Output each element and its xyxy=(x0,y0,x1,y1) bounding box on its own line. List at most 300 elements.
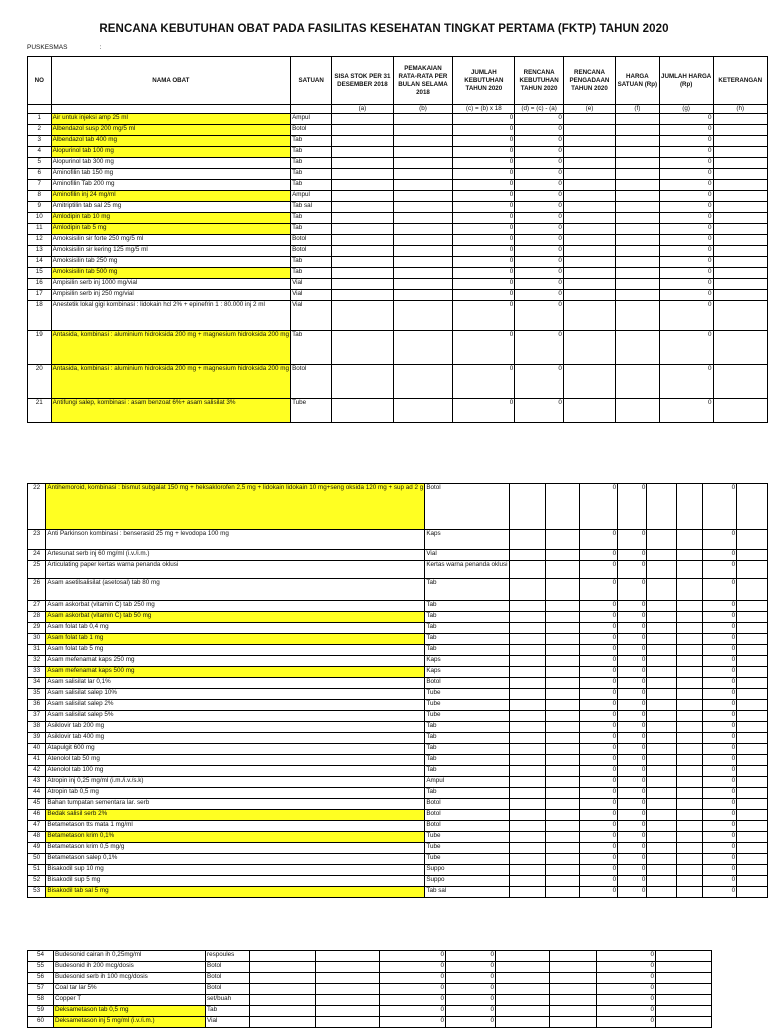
row-unit: Tab xyxy=(291,169,332,180)
row-price xyxy=(616,246,660,257)
row-procurement xyxy=(563,290,615,301)
row-procurement xyxy=(647,623,677,634)
row-total: 0 xyxy=(703,689,737,700)
row-price xyxy=(677,667,703,678)
row-stock xyxy=(332,169,393,180)
row-price xyxy=(677,550,703,561)
row-name: Betametason tts mata 1 mg/ml xyxy=(46,821,425,832)
row-plan: 0 xyxy=(515,301,564,331)
row-procurement xyxy=(563,213,615,224)
table-row xyxy=(28,689,768,700)
row-price xyxy=(550,1017,597,1028)
row-stock xyxy=(509,484,545,530)
row-stock xyxy=(509,612,545,623)
row-usage xyxy=(393,169,453,180)
row-need: 0 xyxy=(380,984,446,995)
row-procurement xyxy=(647,561,677,579)
row-need: 0 xyxy=(580,700,618,711)
row-stock xyxy=(332,224,393,235)
row-no: 17 xyxy=(28,290,52,301)
row-plan: 0 xyxy=(515,136,564,147)
row-price xyxy=(677,711,703,722)
row-total: 0 xyxy=(659,169,713,180)
row-stock xyxy=(332,399,393,423)
row-note xyxy=(713,331,767,365)
table-row xyxy=(28,136,768,147)
formula-name xyxy=(51,105,290,114)
row-note xyxy=(737,634,768,645)
row-price xyxy=(550,951,597,962)
row-no: 7 xyxy=(28,180,52,191)
table-row xyxy=(28,962,712,973)
row-unit: Tab xyxy=(291,136,332,147)
row-stock xyxy=(332,301,393,331)
table-row xyxy=(28,579,768,601)
row-need: 0 xyxy=(580,722,618,733)
row-total: 0 xyxy=(659,147,713,158)
row-name: Betametason salep 0,1% xyxy=(46,854,425,865)
row-plan: 0 xyxy=(618,843,647,854)
row-stock xyxy=(509,645,545,656)
row-unit: Botol xyxy=(425,810,509,821)
row-no: 43 xyxy=(28,777,46,788)
table-row xyxy=(28,158,768,169)
row-name: Asiklovir tab 400 mg xyxy=(46,733,425,744)
row-total: 0 xyxy=(659,279,713,290)
row-need: 0 xyxy=(580,634,618,645)
row-total: 0 xyxy=(659,224,713,235)
row-procurement xyxy=(647,865,677,876)
row-no: 10 xyxy=(28,213,52,224)
row-usage xyxy=(393,191,453,202)
row-plan: 0 xyxy=(446,951,496,962)
row-procurement xyxy=(647,843,677,854)
row-plan: 0 xyxy=(446,1017,496,1028)
row-plan: 0 xyxy=(515,331,564,365)
row-usage xyxy=(545,530,580,550)
row-need: 0 xyxy=(453,114,515,125)
row-stock xyxy=(509,799,545,810)
table-row xyxy=(28,821,768,832)
row-stock xyxy=(509,832,545,843)
row-need: 0 xyxy=(580,612,618,623)
row-price xyxy=(677,865,703,876)
row-total: 0 xyxy=(659,246,713,257)
row-price xyxy=(616,147,660,158)
row-name: Deksametason tab 0,5 mg xyxy=(54,1006,206,1017)
row-note xyxy=(737,601,768,612)
row-stock xyxy=(509,788,545,799)
row-plan: 0 xyxy=(618,700,647,711)
table-row xyxy=(28,755,768,766)
row-need: 0 xyxy=(580,887,618,898)
row-no: 19 xyxy=(28,331,52,365)
row-need: 0 xyxy=(453,279,515,290)
row-no: 24 xyxy=(28,550,46,561)
row-price xyxy=(677,733,703,744)
row-need: 0 xyxy=(580,623,618,634)
row-unit: Tab xyxy=(425,744,509,755)
row-no: 9 xyxy=(28,202,52,213)
row-note xyxy=(713,365,767,399)
row-unit: Ampul xyxy=(291,114,332,125)
header-note: KETERANGAN xyxy=(713,57,767,105)
row-usage xyxy=(393,301,453,331)
row-price xyxy=(677,887,703,898)
row-name: Bisakodil sup 10 mg xyxy=(46,865,425,876)
row-procurement xyxy=(647,722,677,733)
row-total: 0 xyxy=(659,191,713,202)
medicine-table-section-1 xyxy=(27,56,768,423)
row-name: Amitriptilin tab sal 25 mg xyxy=(51,202,290,213)
table-row xyxy=(28,331,768,365)
row-usage xyxy=(393,257,453,268)
row-price xyxy=(677,656,703,667)
row-usage xyxy=(393,246,453,257)
row-note xyxy=(737,656,768,667)
row-plan: 0 xyxy=(618,561,647,579)
row-plan: 0 xyxy=(618,733,647,744)
row-total: 0 xyxy=(703,711,737,722)
row-need: 0 xyxy=(380,951,446,962)
row-note xyxy=(737,700,768,711)
row-procurement xyxy=(647,832,677,843)
row-total: 0 xyxy=(703,722,737,733)
row-usage xyxy=(545,722,580,733)
table-row xyxy=(28,995,712,1006)
puskesmas-colon: : xyxy=(99,44,102,51)
row-usage xyxy=(316,973,380,984)
row-no: 38 xyxy=(28,722,46,733)
row-note xyxy=(713,399,767,423)
row-name: Alopurinol tab 100 mg xyxy=(51,147,290,158)
row-name: Asam folat tab 1 mg xyxy=(46,634,425,645)
row-procurement xyxy=(647,579,677,601)
row-no: 2 xyxy=(28,125,52,136)
row-plan: 0 xyxy=(618,876,647,887)
row-name: Asam salisilat lar 0,1% xyxy=(46,678,425,689)
row-total: 0 xyxy=(703,700,737,711)
row-note xyxy=(713,136,767,147)
row-usage xyxy=(545,561,580,579)
row-procurement xyxy=(563,191,615,202)
row-stock xyxy=(332,279,393,290)
row-unit: Tab xyxy=(425,634,509,645)
row-stock xyxy=(509,755,545,766)
row-need: 0 xyxy=(580,550,618,561)
row-stock xyxy=(509,667,545,678)
row-note xyxy=(737,530,768,550)
row-price xyxy=(550,984,597,995)
table-row xyxy=(28,854,768,865)
row-name: Ampisilin serb inj 250 mg/vial xyxy=(51,290,290,301)
table-row xyxy=(28,550,768,561)
header-need: JUMLAH KEBUTUHAN TAHUN 2020 xyxy=(453,57,515,105)
row-usage xyxy=(393,331,453,365)
table-row xyxy=(28,114,768,125)
row-name: Bisakodil tab sal 5 mg xyxy=(46,887,425,898)
row-no: 3 xyxy=(28,136,52,147)
row-note xyxy=(737,777,768,788)
row-name: Atenolol tab 100 mg xyxy=(46,766,425,777)
table-row xyxy=(28,191,768,202)
row-no: 42 xyxy=(28,766,46,777)
row-stock xyxy=(250,951,316,962)
row-no: 8 xyxy=(28,191,52,202)
row-usage xyxy=(545,766,580,777)
row-plan: 0 xyxy=(515,191,564,202)
row-no: 37 xyxy=(28,711,46,722)
row-name: Aminofilin Tab 200 mg xyxy=(51,180,290,191)
row-plan: 0 xyxy=(618,755,647,766)
row-no: 59 xyxy=(28,1006,54,1017)
row-usage xyxy=(545,810,580,821)
row-stock xyxy=(509,887,545,898)
row-note xyxy=(737,678,768,689)
row-unit: Tab xyxy=(206,1006,250,1017)
row-unit: Vial xyxy=(425,550,509,561)
row-total: 0 xyxy=(703,612,737,623)
row-plan: 0 xyxy=(515,213,564,224)
row-note xyxy=(737,744,768,755)
row-usage xyxy=(545,854,580,865)
row-need: 0 xyxy=(580,733,618,744)
row-need: 0 xyxy=(453,125,515,136)
row-no: 45 xyxy=(28,799,46,810)
row-total: 0 xyxy=(597,962,656,973)
row-name: Amlodipin tab 10 mg xyxy=(51,213,290,224)
row-total: 0 xyxy=(703,876,737,887)
row-no: 34 xyxy=(28,678,46,689)
row-name: Budesonid ih 200 mcg/dosis xyxy=(54,962,206,973)
row-procurement xyxy=(563,235,615,246)
row-note xyxy=(737,689,768,700)
row-name: Amoksisilin tab 500 mg xyxy=(51,268,290,279)
row-need: 0 xyxy=(580,832,618,843)
row-unit: Tab xyxy=(291,147,332,158)
row-stock xyxy=(509,733,545,744)
row-usage xyxy=(393,279,453,290)
row-total: 0 xyxy=(703,733,737,744)
row-unit: Tube xyxy=(425,711,509,722)
row-stock xyxy=(332,136,393,147)
row-usage xyxy=(393,125,453,136)
row-name: Antasida, kombinasi : aluminium hidroksida 200 mg + magnesium hidroksida 200 mg xyxy=(51,331,290,365)
row-unit: Tab xyxy=(425,601,509,612)
row-need: 0 xyxy=(453,147,515,158)
row-note xyxy=(737,667,768,678)
row-procurement xyxy=(563,202,615,213)
row-need: 0 xyxy=(453,191,515,202)
row-unit: Tab xyxy=(291,213,332,224)
row-usage xyxy=(545,579,580,601)
row-need: 0 xyxy=(580,766,618,777)
row-need: 0 xyxy=(453,301,515,331)
row-usage xyxy=(545,634,580,645)
row-total: 0 xyxy=(659,365,713,399)
row-unit: Kaps xyxy=(425,656,509,667)
row-need: 0 xyxy=(580,876,618,887)
row-need: 0 xyxy=(453,365,515,399)
row-usage xyxy=(545,667,580,678)
table-row xyxy=(28,711,768,722)
row-usage xyxy=(393,290,453,301)
row-note xyxy=(713,158,767,169)
row-stock xyxy=(509,865,545,876)
row-note xyxy=(737,645,768,656)
row-need: 0 xyxy=(580,484,618,530)
table-row xyxy=(28,766,768,777)
row-name: Amoksisilin sir kering 125 mg/5 ml xyxy=(51,246,290,257)
row-procurement xyxy=(563,158,615,169)
row-no: 52 xyxy=(28,876,46,887)
row-total: 0 xyxy=(703,887,737,898)
row-plan: 0 xyxy=(618,623,647,634)
row-need: 0 xyxy=(580,711,618,722)
row-note xyxy=(656,1017,712,1028)
row-plan: 0 xyxy=(515,290,564,301)
row-price xyxy=(616,290,660,301)
row-unit: Tab xyxy=(425,788,509,799)
row-stock xyxy=(250,995,316,1006)
table-row xyxy=(28,810,768,821)
header-stock: SISA STOK PER 31 DESEMBER 2018 xyxy=(332,57,393,105)
row-plan: 0 xyxy=(618,484,647,530)
table-row xyxy=(28,268,768,279)
row-plan: 0 xyxy=(515,246,564,257)
table-row xyxy=(28,290,768,301)
row-need: 0 xyxy=(453,180,515,191)
row-stock xyxy=(509,623,545,634)
row-note xyxy=(713,224,767,235)
row-stock xyxy=(332,365,393,399)
row-usage xyxy=(316,1006,380,1017)
row-procurement xyxy=(563,114,615,125)
row-total: 0 xyxy=(703,766,737,777)
row-total: 0 xyxy=(703,744,737,755)
table-row xyxy=(28,951,712,962)
row-procurement xyxy=(563,365,615,399)
row-stock xyxy=(509,810,545,821)
row-name: Amoksisilin tab 250 mg xyxy=(51,257,290,268)
row-name: Amlodipin tab 5 mg xyxy=(51,224,290,235)
row-no: 27 xyxy=(28,601,46,612)
row-total: 0 xyxy=(597,1017,656,1028)
row-name: Antasida, kombinasi : aluminium hidroksida 200 mg + magnesium hidroksida 200 mg xyxy=(51,365,290,399)
row-usage xyxy=(393,147,453,158)
row-unit: Botol xyxy=(425,799,509,810)
row-price xyxy=(616,279,660,290)
row-note xyxy=(656,962,712,973)
row-procurement xyxy=(647,678,677,689)
row-note xyxy=(656,995,712,1006)
row-no: 18 xyxy=(28,301,52,331)
row-note xyxy=(737,612,768,623)
row-unit: Tab xyxy=(425,579,509,601)
row-no: 6 xyxy=(28,169,52,180)
row-price xyxy=(677,766,703,777)
table-row xyxy=(28,246,768,257)
row-no: 20 xyxy=(28,365,52,399)
row-procurement xyxy=(563,169,615,180)
row-stock xyxy=(509,700,545,711)
row-plan: 0 xyxy=(618,832,647,843)
table-row xyxy=(28,1017,712,1028)
row-plan: 0 xyxy=(515,147,564,158)
header-plan: RENCANA KEBUTUHAN TAHUN 2020 xyxy=(515,57,564,105)
row-total: 0 xyxy=(659,301,713,331)
row-note xyxy=(656,984,712,995)
row-total: 0 xyxy=(597,995,656,1006)
row-stock xyxy=(509,550,545,561)
row-unit: Tube xyxy=(291,399,332,423)
row-price xyxy=(616,213,660,224)
row-total: 0 xyxy=(703,777,737,788)
table-row xyxy=(28,678,768,689)
row-unit: Tab sal xyxy=(291,202,332,213)
row-unit: Tab xyxy=(291,224,332,235)
row-price xyxy=(616,331,660,365)
row-procurement xyxy=(647,766,677,777)
row-name: Budesonid serb ih 100 mcg/dosis xyxy=(54,973,206,984)
row-stock xyxy=(332,268,393,279)
puskesmas-field xyxy=(27,44,101,51)
row-note xyxy=(737,550,768,561)
row-total: 0 xyxy=(659,235,713,246)
row-need: 0 xyxy=(453,202,515,213)
row-total: 0 xyxy=(703,799,737,810)
row-no: 60 xyxy=(28,1017,54,1028)
row-no: 11 xyxy=(28,224,52,235)
row-total: 0 xyxy=(659,399,713,423)
row-plan: 0 xyxy=(515,224,564,235)
row-need: 0 xyxy=(453,399,515,423)
row-note xyxy=(713,191,767,202)
row-plan: 0 xyxy=(446,995,496,1006)
row-note xyxy=(737,865,768,876)
table-row xyxy=(28,1006,712,1017)
row-price xyxy=(677,530,703,550)
row-usage xyxy=(545,700,580,711)
row-need: 0 xyxy=(580,821,618,832)
row-name: Aminofilin inj 24 mg/ml xyxy=(51,191,290,202)
row-total: 0 xyxy=(659,158,713,169)
row-unit: Ampul xyxy=(291,191,332,202)
table-row xyxy=(28,279,768,290)
table-row xyxy=(28,733,768,744)
formula-usage: (b) xyxy=(393,105,453,114)
row-usage xyxy=(545,865,580,876)
row-unit: Botol xyxy=(425,821,509,832)
row-note xyxy=(737,755,768,766)
row-total: 0 xyxy=(659,213,713,224)
row-plan: 0 xyxy=(446,984,496,995)
row-name: Atenolol tab 50 mg xyxy=(46,755,425,766)
row-need: 0 xyxy=(453,158,515,169)
row-name: Asam mefenamat kaps 500 mg xyxy=(46,667,425,678)
row-no: 54 xyxy=(28,951,54,962)
row-no: 50 xyxy=(28,854,46,865)
row-unit: Vial xyxy=(291,301,332,331)
row-stock xyxy=(509,777,545,788)
row-procurement xyxy=(563,301,615,331)
row-name: Asam salisilat salep 2% xyxy=(46,700,425,711)
row-plan: 0 xyxy=(618,722,647,733)
row-total: 0 xyxy=(703,484,737,530)
row-stock xyxy=(509,601,545,612)
row-procurement xyxy=(647,788,677,799)
row-unit: Kertas warna penanda oklusi xyxy=(425,561,509,579)
